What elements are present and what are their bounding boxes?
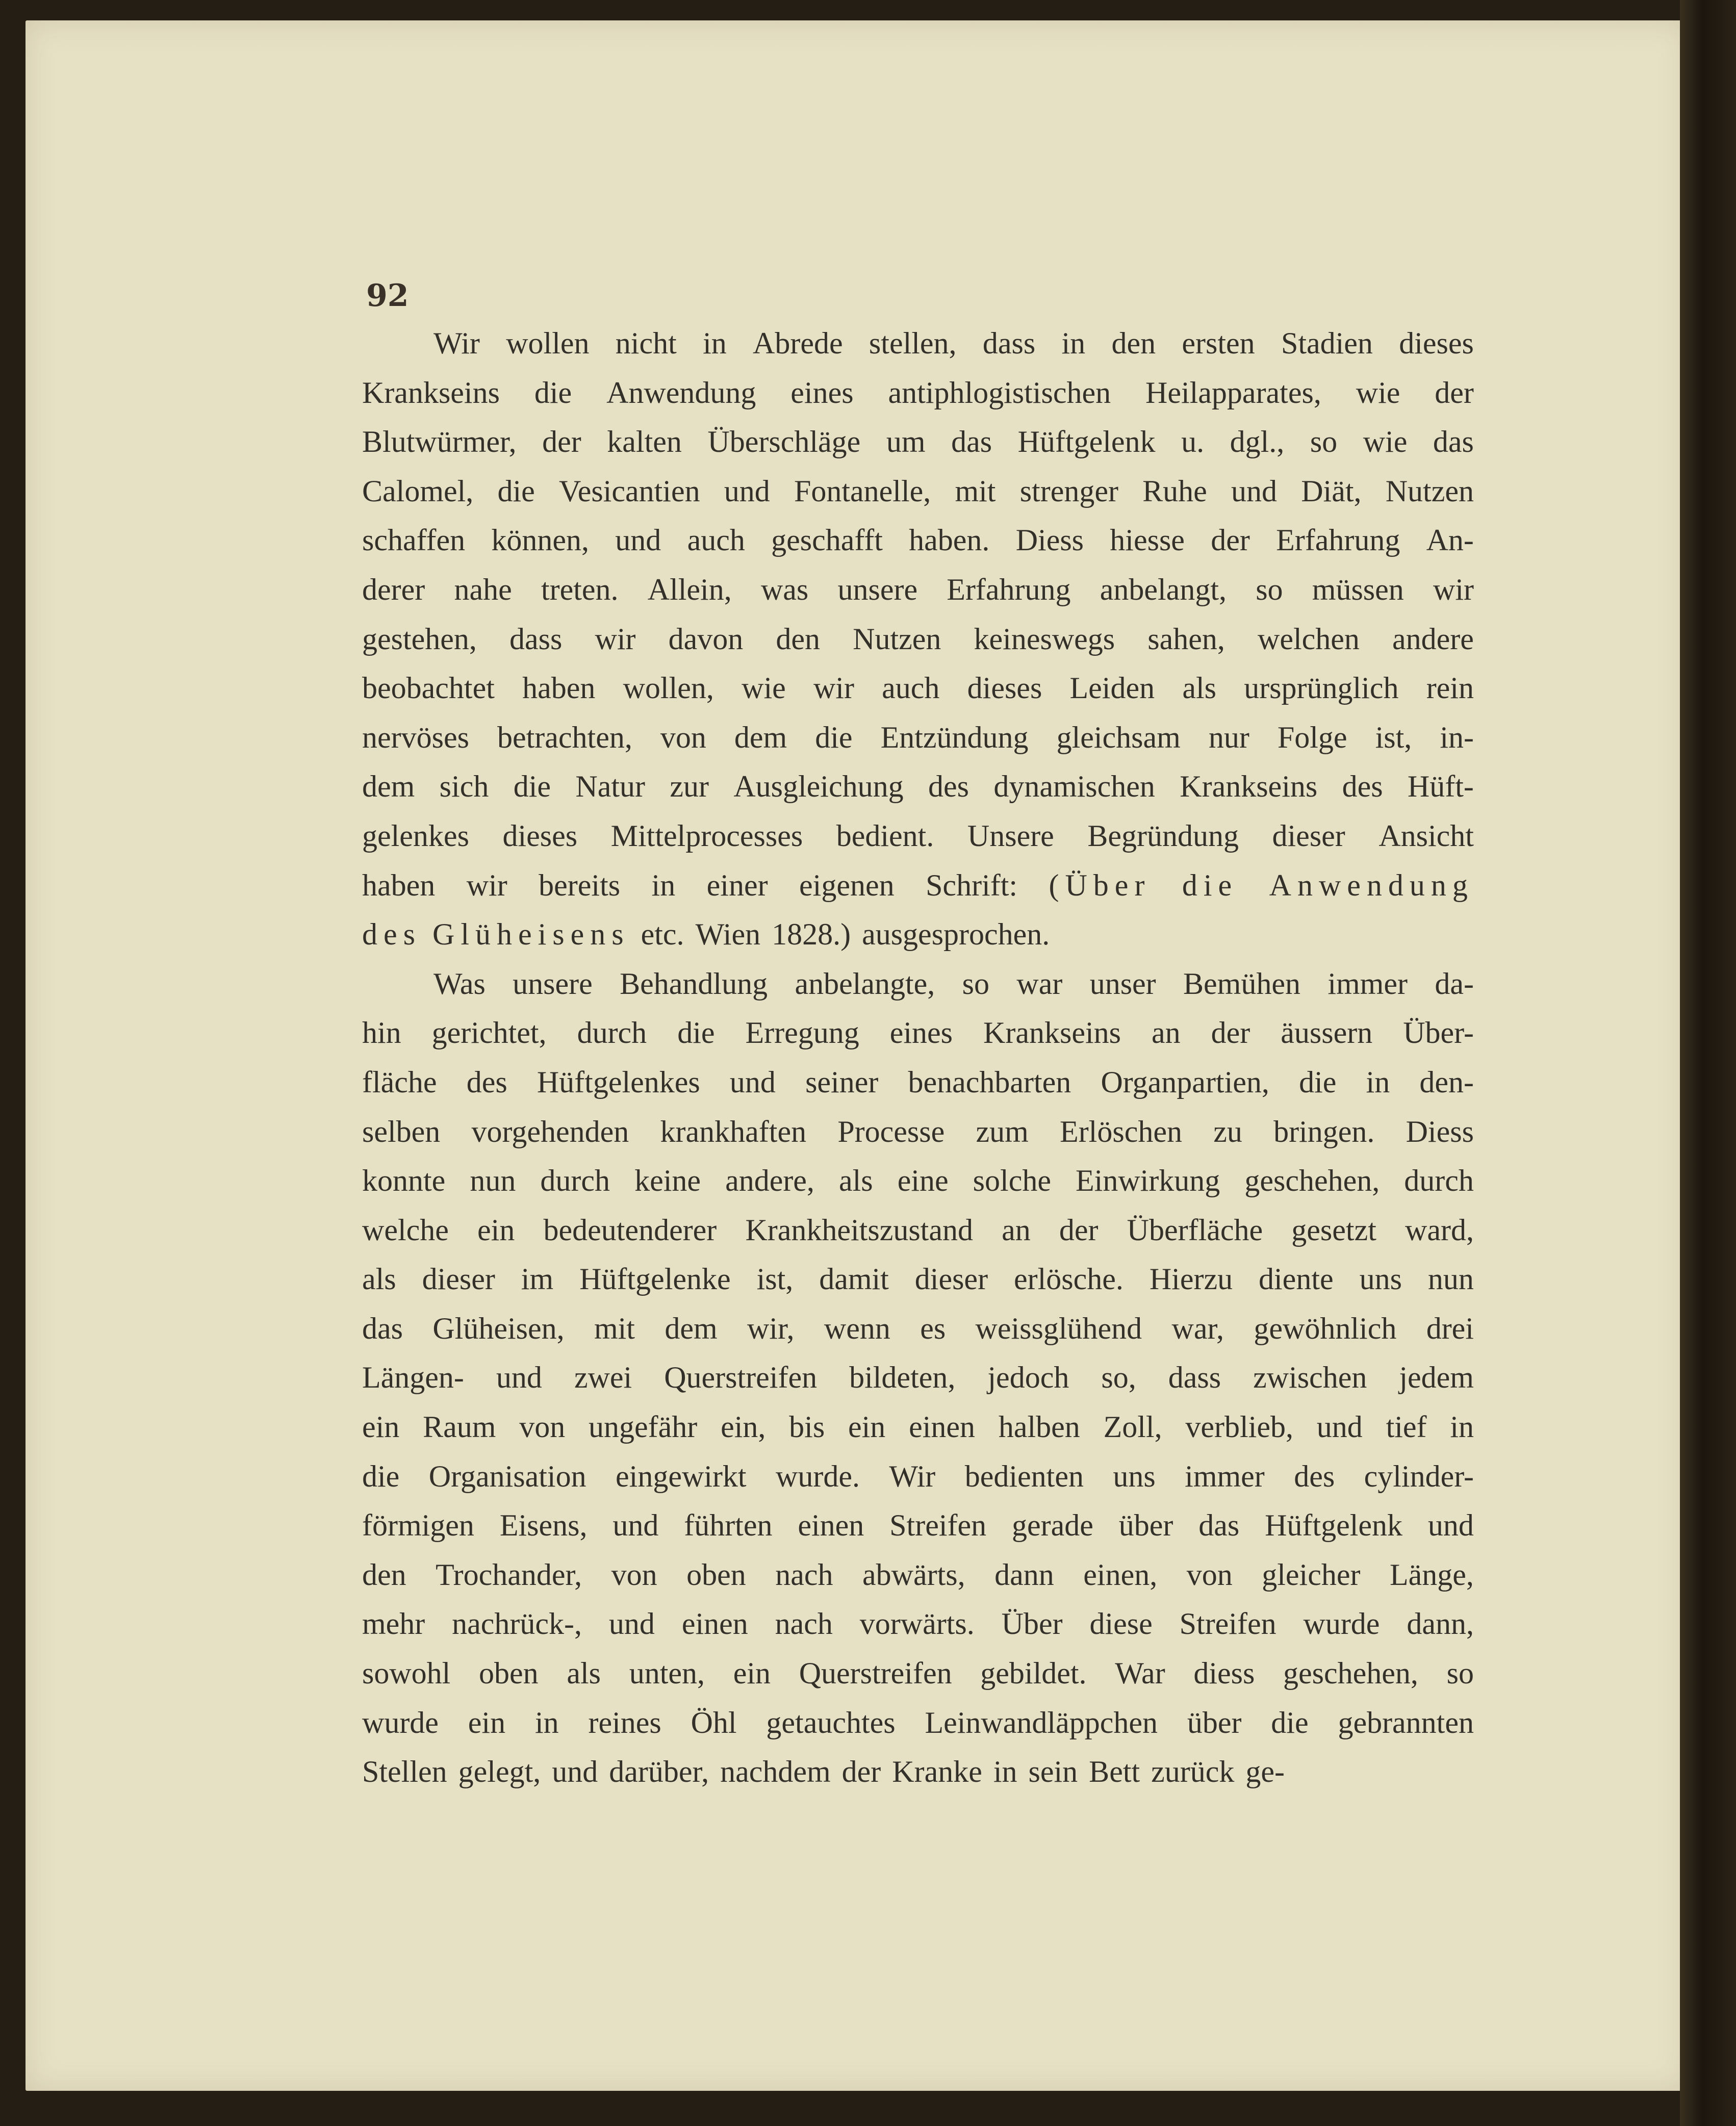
text-line: welche ein bedeutenderer Krankheitszustand an der Überfläche gesetzt ward, xyxy=(362,1213,1474,1247)
text-line: beobachtet haben wollen, wie wir auch dieses Leiden als ursprünglich rein xyxy=(362,671,1474,705)
body-text xyxy=(362,319,1474,1797)
text-line: des Glüheisens etc. Wien 1828.) ausgesprochen. xyxy=(362,917,1050,952)
text-line: Blutwürmer, der kalten Überschläge um das Hüftgelenk u. dgl., so wie das xyxy=(362,425,1474,459)
text-line: das Glüheisen, mit dem wir, wenn es weissglühend war, gewöhnlich drei xyxy=(362,1311,1474,1345)
text-line: gelenkes dieses Mittelprocesses bedient. Unsere Begründung dieser Ansicht xyxy=(362,818,1474,853)
text-line: sowohl oben als unten, ein Querstreifen gebildet. War diess geschehen, so xyxy=(362,1656,1474,1690)
text-line: die Organisation eingewirkt wurde. Wir bedienten uns immer des cylinder- xyxy=(362,1459,1474,1493)
page-number: 92 xyxy=(366,278,409,314)
text-line: konnte nun durch keine andere, als eine solche Einwirkung geschehen, durch xyxy=(362,1164,1474,1198)
text-line: wurde ein in reines Öhl getauchtes Leinwandläppchen über die gebrannten xyxy=(362,1705,1474,1739)
text-line: dem sich die Natur zur Ausgleichung des dynamischen Krankseins des Hüft- xyxy=(362,770,1474,804)
text-line: fläche des Hüftgelenkes und seiner benachbarten Organpartien, die in den- xyxy=(362,1065,1474,1099)
text-line: Krankseins die Anwendung eines antiphlogistischen Heilapparates, wie der xyxy=(362,375,1474,409)
text-line: förmigen Eisens, und führten einen Streifen gerade über das Hüftgelenk und xyxy=(362,1508,1474,1543)
text-line: Längen- und zwei Querstreifen bildeten, jedoch so, dass zwischen jedem xyxy=(362,1361,1474,1395)
text-line: Was unsere Behandlung anbelangte, so war unser Bemühen immer da- xyxy=(433,966,1474,1001)
text-line: hin gerichtet, durch die Erregung eines Krankseins an der äussern Über- xyxy=(362,1016,1474,1050)
book-binding-edge xyxy=(1680,0,1736,2126)
text-line: den Trochander, von oben nach abwärts, dann einen, von gleicher Länge, xyxy=(362,1557,1474,1592)
text-line: gestehen, dass wir davon den Nutzen keineswegs sahen, welchen andere xyxy=(362,622,1474,656)
book-page xyxy=(25,20,1688,2091)
text-line: selben vorgehenden krankhaften Processe zum Erlöschen zu bringen. Diess xyxy=(362,1114,1474,1148)
text-line: schaffen können, und auch geschafft haben. Diess hiesse der Erfahrung An- xyxy=(362,523,1474,557)
text-line: haben wir bereits in einer eigenen Schrift: (Über die Anwendung xyxy=(362,868,1474,902)
text-line: Calomel, die Vesicantien und Fontanelle, mit strenger Ruhe und Diät, Nutzen xyxy=(362,474,1474,508)
text-line: Wir wollen nicht in Abrede stellen, dass in den ersten Stadien dieses xyxy=(433,326,1474,360)
text-line: Stellen gelegt, und darüber, nachdem der Kranke in sein Bett zurück ge- xyxy=(362,1755,1285,1789)
text-line: derer nahe treten. Allein, was unsere Erfahrung anbelangt, so müssen wir xyxy=(362,572,1474,606)
text-line: ein Raum von ungefähr ein, bis ein einen halben Zoll, verblieb, und tief in xyxy=(362,1410,1474,1444)
text-line: nervöses betrachten, von dem die Entzündung gleichsam nur Folge ist, in- xyxy=(362,720,1474,754)
text-line: als dieser im Hüftgelenke ist, damit dieser erlösche. Hierzu diente uns nun xyxy=(362,1262,1474,1296)
text-line: mehr nachrück-, und einen nach vorwärts. Über diese Streifen wurde dann, xyxy=(362,1607,1474,1641)
